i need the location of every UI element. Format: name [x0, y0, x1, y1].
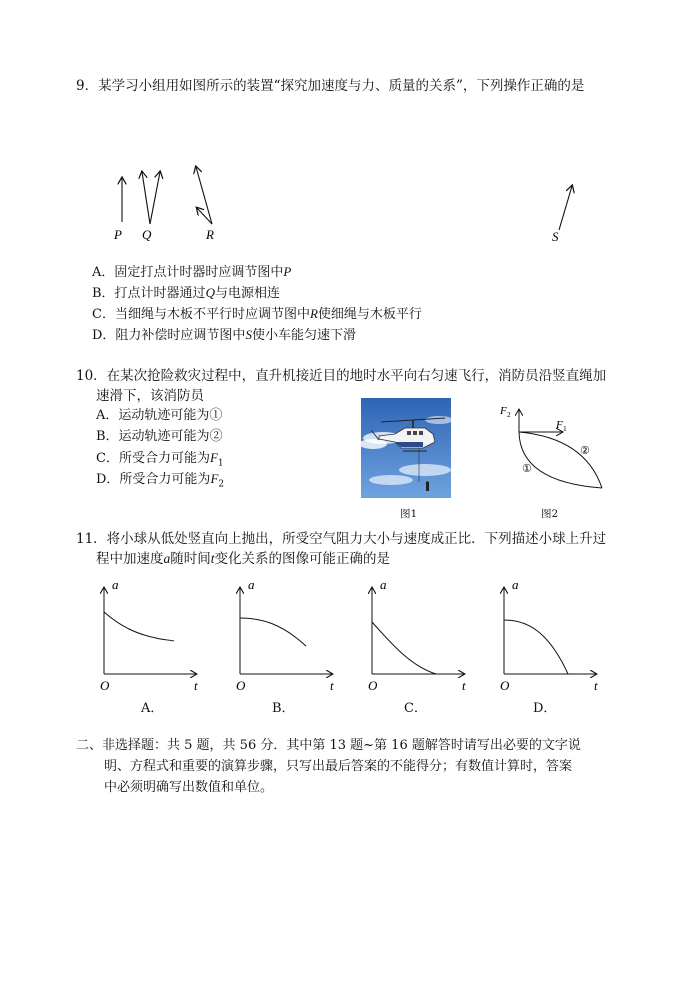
q9-option-a: A．固定打点计时器时应调节图中P: [92, 264, 292, 280]
q9-option-d: D．阻力补偿时应调节图中S使小车能匀速下滑: [92, 327, 356, 343]
q10-option-c: C．所受合力可能为$F_1$: [96, 450, 224, 469]
svg-text:a: a: [512, 577, 519, 592]
q9-option-b: B．打点计时器通过Q与电源相连: [92, 285, 280, 301]
q10-stem-line1: 10．在某次抢险救灾过程中，直升机接近目的地时水平向右匀速飞行，消防员沿竖直绳加: [76, 368, 607, 384]
graph-b-label: B．: [272, 701, 295, 716]
svg-text:t: t: [330, 678, 334, 693]
svg-text:t: t: [194, 678, 198, 693]
label-q: Q: [142, 227, 152, 242]
graph-d: [496, 576, 606, 696]
svg-text:a: a: [248, 577, 255, 592]
graph-c: [364, 576, 474, 696]
svg-text:O: O: [368, 678, 378, 693]
pointer-q-arrow-right: [150, 172, 160, 224]
svg-text:O: O: [500, 678, 510, 693]
q10-stem-line2: 速滑下，该消防员: [96, 388, 204, 404]
section2-line1: 二、非选择题：共 5 题，共 56 分．其中第 13 题~第 16 题解答时请写出必要的文字说: [76, 738, 581, 753]
fig1-caption: 图1: [400, 508, 418, 520]
svg-text:t: t: [594, 678, 598, 693]
graph-c-curve: [372, 622, 436, 674]
svg-text:a: a: [112, 577, 119, 592]
graph-a: [96, 576, 206, 696]
q11-stem-line1: 11．将小球从低处竖直向上抛出，所受空气阻力大小与速度成正比．下列描述小球上升过: [76, 531, 607, 547]
label-r: R: [206, 227, 214, 242]
graph-b-curve: [240, 618, 306, 646]
graph-a-curve: [104, 612, 174, 641]
f1-sub: 1: [563, 424, 567, 433]
section2-line2: 明、方程式和重要的演算步骤，只写出最后答案的不能得分；有数值计算时，答案: [104, 759, 573, 774]
helicopter-photo: [361, 398, 451, 498]
pointer-s-arrow: [559, 186, 572, 230]
path-1-label: ①: [522, 463, 532, 475]
f2-var: F: [500, 405, 507, 417]
q11-stem-line2: 程中加速度a随时间t变化关系的图像可能正确的是: [96, 551, 391, 567]
section2-line3: 中必须明确写出数值和单位。: [104, 780, 274, 795]
pointer-q-arrow-left: [142, 172, 150, 224]
graph-b: [232, 576, 342, 696]
graph-d-label: D．: [533, 701, 557, 716]
q9-apparatus-figure: [100, 160, 600, 250]
f2-sub: 2: [507, 410, 511, 419]
q9-option-c: C．当细绳与木板不平行时应调节图中R使细绳与木板平行: [92, 306, 422, 322]
path-1-curve: [519, 432, 602, 488]
svg-text:O: O: [100, 678, 110, 693]
trajectory-diagram: [490, 398, 620, 503]
path-2-curve: [519, 432, 602, 488]
fig2-caption: 图2: [541, 508, 559, 520]
path-2-label: ②: [580, 445, 590, 457]
f1-var: F: [556, 419, 563, 431]
graph-d-curve: [504, 620, 568, 674]
graph-c-label: C．: [404, 701, 427, 716]
q9-stem: 9．某学习小组用如图所示的装置“探究加速度与力、质量的关系”，下列操作正确的是: [76, 78, 585, 94]
q10-option-d: D．所受合力可能为$F_2$: [96, 471, 225, 490]
svg-text:O: O: [236, 678, 246, 693]
q10-option-b: B．运动轨迹可能为②: [96, 429, 223, 444]
q10-option-a: A．运动轨迹可能为①: [96, 408, 223, 423]
svg-text:a: a: [380, 577, 387, 592]
label-p: P: [114, 227, 122, 242]
graph-a-label: A．: [141, 701, 164, 716]
label-s: S: [552, 229, 559, 244]
svg-text:t: t: [462, 678, 466, 693]
